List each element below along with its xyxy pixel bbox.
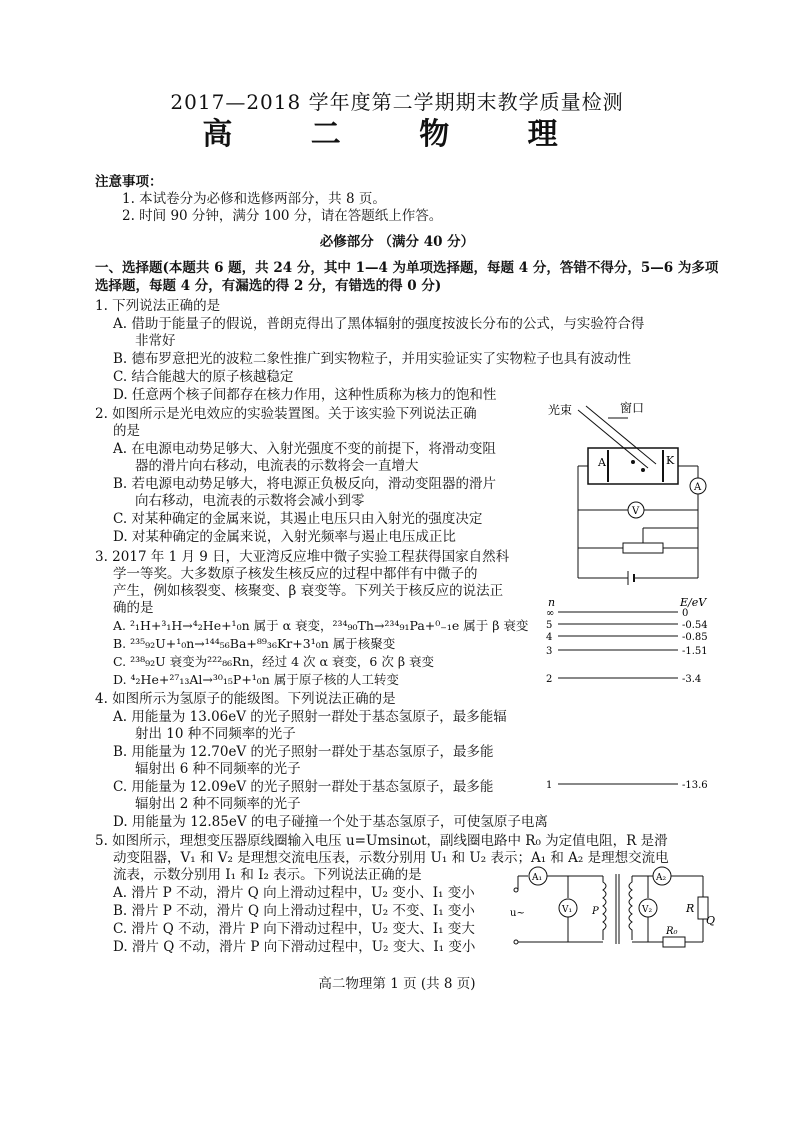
n-axis-label: n [548,596,556,609]
part1-heading: 一、选择题(本题共 6 题，共 24 分，其中 1—4 为单项选择题，每题 4 分，答错不得分，5—6 为多项 [95,260,719,276]
source-label: u~ [510,908,525,919]
notice-item: 2. 时间 90 分钟，满分 100 分，请在答题纸上作答。 [122,208,443,224]
q3-stem: 3. 2017 年 1 月 9 日，大亚湾反应堆中微子实验工程获得国家自然科 [95,549,510,565]
energy-level-value: -1.51 [682,646,708,657]
q5-stem-cont: 动变阻器，V₁ 和 V₂ 是理想交流电压表，示数分别用 U₁ 和 U₂ 表示；A₁ 和 A₂ 是理想交流电 [113,850,669,866]
rheostat-r-label: R [686,902,695,915]
q1-option-d: D. 任意两个核子间都存在核力作用，这种性质称为核力的饱和性 [113,387,497,403]
voltmeter-label: V [632,506,640,517]
q2-option-c: C. 对某种确定的金属来说，其遏止电压只由入射光的强度决定 [113,511,483,527]
section-title: 必修部分 （满分 40 分） [319,234,475,250]
q2-stem: 2. 如图所示是光电效应的实验装置图。关于该实验下列说法正确 [95,406,477,422]
q2-option-a: A. 在电源电动势足够大、入射光强度不变的前提下，将滑动变阻 [113,441,496,457]
energy-level-n: 2 [546,674,553,685]
anode-label: A [598,456,606,469]
energy-level-value: 0 [682,608,689,619]
q5-option-d: D. 滑片 Q 不动，滑片 P 向下滑动过程中，U₂ 变大、I₁ 变小 [113,939,476,955]
energy-level-n: ∞ [546,608,555,619]
energy-level-n: 1 [546,780,553,791]
window-label: 窗口 [620,401,645,415]
light-beam-label: 光束 [548,403,573,417]
q4-option-a-cont: 射出 10 种不同频率的光子 [135,726,296,742]
subject-title: 高 二 物 理 [202,117,592,152]
q2-option-b: B. 若电源电动势足够大，将电源正负极反向，滑动变阻器的滑片 [113,476,497,492]
q1-stem: 1. 下列说法正确的是 [95,298,221,314]
q3-option-b: B. ²³⁵₉₂U+¹₀n→¹⁴⁴₅₆Ba+⁸⁹₃₆Kr+3¹₀n 属于核聚变 [113,636,396,651]
notice-heading: 注意事项： [95,174,163,190]
q1-option-b: B. 德布罗意把光的波粒二象性推广到实物粒子，并用实验证实了实物粒子也具有波动性 [113,351,632,367]
q5-option-c: C. 滑片 Q 不动，滑片 P 向下滑动过程中，U₂ 变大、I₁ 变大 [113,921,475,937]
q5-stem-cont: 流表，示数分别用 I₁ 和 I₂ 表示。下列说法正确的是 [113,867,422,883]
energy-level-n: 4 [546,632,553,643]
slider-p-label: P [592,906,599,917]
q3-option-d: D. ⁴₂He+²⁷₁₃Al→³⁰₁₅P+¹₀n 属于原子核的人工转变 [113,672,399,687]
q2-option-b-cont: 向右移动，电流表的示数将会减小到零 [135,493,365,509]
voltmeter-v2-label: V₂ [642,905,653,915]
q4-option-d: D. 用能量为 12.85eV 的电子碰撞一个处于基态氢原子，可使氢原子电离 [113,814,548,830]
cathode-label: K [666,454,675,467]
q4-option-b: B. 用能量为 12.70eV 的光子照射一群处于基态氢原子，最多能 [113,744,494,760]
q1-option-a-cont: 非常好 [135,333,176,349]
q3-stem-cont: 学一等奖。大多数原子核发生核反应的过程中都伴有中微子的 [113,566,478,582]
q4-stem: 4. 如图所示为氢原子的能级图。下列说法正确的是 [95,691,396,707]
q2-option-a-cont: 器的滑片向右移动，电流表的示数将会一直增大 [135,458,419,474]
energy-level-value: -3.4 [682,674,702,685]
ammeter-a1-label: A₁ [532,873,543,883]
q4-option-c: C. 用能量为 12.09eV 的光子照射一群处于基态氢原子，最多能 [113,779,494,795]
page-footer: 高二物理第 1 页 (共 8 页) [318,976,476,992]
transformer-circuit-figure [508,862,718,954]
q2-stem-cont: 的是 [113,423,140,439]
part1-heading-cont: 选择题，每题 4 分，有漏选的得 2 分，有错选的得 0 分) [95,278,442,294]
q1-option-a: A. 借助于能量子的假说，普朗克得出了黑体辐射的强度按波长分布的公式，与实验符合得 [113,316,645,332]
energy-axis-label: E/eV [680,596,707,609]
ammeter-label: A [694,482,702,493]
ammeter-a2-label: A₂ [656,873,667,883]
resistor-r0-label: R₀ [666,926,678,937]
q3-stem-cont: 确的是 [113,600,154,616]
energy-level-n: 5 [546,620,553,631]
q5-stem: 5. 如图所示，理想变压器原线圈输入电压 u=Umsinωt，副线圈电路中 R₀ 为定值电阻，R 是滑 [95,833,668,849]
exam-title: 2017—2018 学年度第二学期期末教学质量检测 [170,90,624,114]
q2-option-d: D. 对某种确定的金属来说，入射光频率与遏止电压成正比 [113,529,456,545]
q3-stem-cont: 产生，例如核裂变、核聚变、β 衰变等。下列关于核反应的说法正 [113,583,504,599]
photoelectric-apparatus-figure [548,398,718,588]
notice-item: 1. 本试卷分为必修和选修两部分，共 8 页。 [122,191,386,207]
energy-level-n: 3 [546,646,553,657]
q3-option-c: C. ²³⁸₉₂U 衰变为²²²₈₆Rn，经过 4 次 α 衰变，6 次 β 衰变 [113,654,435,669]
q4-option-a: A. 用能量为 13.06eV 的光子照射一群处于基态氢原子，最多能辐 [113,709,507,725]
q5-option-a: A. 滑片 P 不动，滑片 Q 向上滑动过程中，U₂ 变小、I₁ 变小 [113,885,475,901]
voltmeter-v1-label: V₁ [562,905,573,915]
q5-option-b: B. 滑片 P 不动，滑片 Q 向上滑动过程中，U₂ 不变、I₁ 变小 [113,903,475,919]
slider-q-label: Q [706,914,716,927]
q1-option-c: C. 结合能越大的原子核越稳定 [113,369,294,385]
energy-level-value: -0.54 [682,620,708,631]
energy-level-value: -13.6 [682,780,708,791]
q4-option-c-cont: 辐射出 2 种不同频率的光子 [135,796,301,812]
q3-option-a: A. ²₁H+³₁H→⁴₂He+¹₀n 属于 α 衰变，²³⁴₉₀Th→²³⁴₉₁Pa+⁰₋₁e 属于 β 衰变 [113,618,529,633]
hydrogen-energy-level-diagram [540,594,720,794]
q4-option-b-cont: 辐射出 6 种不同频率的光子 [135,761,301,777]
energy-level-value: -0.85 [682,632,708,643]
